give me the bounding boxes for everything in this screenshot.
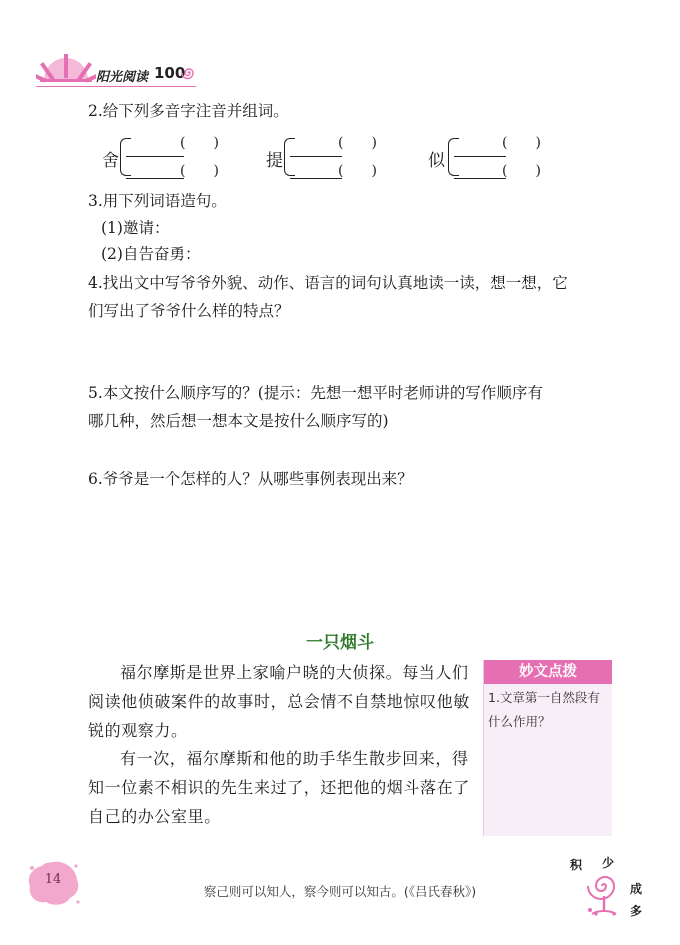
q6-line-1: 6.爷爷是一个怎样的人？从哪些事例表现出来？ xyxy=(88,470,413,488)
passage-paragraph-2: 有一次，福尔摩斯和他的助手华生散步回来，得知一位素不相识的先生来过了，还把他的烟斗落在了自己的办公室里。 xyxy=(88,749,470,826)
brace-2 xyxy=(284,138,295,176)
q2-prompt: 2.给下列多音字注音并组词。 xyxy=(88,102,289,120)
polyphone-char-3: 似 xyxy=(428,151,445,171)
answer-line-3b[interactable] xyxy=(454,178,506,179)
answer-line-2a[interactable] xyxy=(290,156,342,157)
q3-item-2: (2)自告奋勇： xyxy=(101,245,201,263)
logo-char-4: 多 xyxy=(630,904,643,918)
pinyin-paren-3b[interactable]: ( ) xyxy=(502,163,541,179)
sidebar-note-box xyxy=(483,660,612,836)
answer-line-1a[interactable] xyxy=(126,156,184,157)
q5-line-1: 5.本文按什么顺序写的？(提示：先想一想平时老师讲的写作顺序有 xyxy=(88,384,543,402)
brace-3 xyxy=(448,138,459,176)
sidebar-title: 妙文点拨 xyxy=(484,660,612,684)
brace-1 xyxy=(120,138,131,176)
series-name: 阳光阅读 xyxy=(96,70,149,85)
header-banner xyxy=(36,48,196,84)
passage-paragraph-1: 福尔摩斯是世界上家喻户晓的大侦探。每当人们阅读他侦破案件的故事时，总会情不自禁地惊叹他敏锐的观察力。 xyxy=(88,663,470,740)
header-rule xyxy=(36,86,196,87)
q5-line-2: 哪几种，然后想一想本文是按什么顺序写的) xyxy=(88,412,389,430)
sunburst-logo-icon xyxy=(36,48,96,84)
polyphone-char-1: 舍 xyxy=(102,151,119,171)
sidebar-note: 1.文章第一自然段有什么作用？ xyxy=(488,690,600,729)
q3-item-1: (1)邀请： xyxy=(101,219,170,237)
footer-logo xyxy=(566,854,650,920)
pinyin-paren-2b[interactable]: ( ) xyxy=(338,163,377,179)
q3-prompt: 3.用下列词语造句。 xyxy=(88,192,227,210)
answer-line-2b[interactable] xyxy=(290,178,342,179)
logo-char-2: 少 xyxy=(602,856,615,870)
answer-line-1b[interactable] xyxy=(126,178,184,179)
footer-quote: 察己则可以知人，察今则可以知古。(《吕氏春秋》) xyxy=(203,884,477,899)
answer-line-3a[interactable] xyxy=(454,156,506,157)
q4-line-1: 4.找出文中写爷爷外貌、动作、语言的词句认真地读一读，想一想，它 xyxy=(88,274,568,292)
polyphone-char-2: 提 xyxy=(266,151,283,171)
q4-line-2: 们写出了爷爷什么样的特点？ xyxy=(88,302,290,320)
pinyin-paren-1b[interactable]: ( ) xyxy=(180,163,219,179)
logo-char-3: 成 xyxy=(630,882,643,896)
series-number: 100 xyxy=(154,64,186,82)
pinyin-paren-3a[interactable]: ( ) xyxy=(502,135,541,151)
logo-char-1: 积 xyxy=(570,858,583,872)
page-number: 14 xyxy=(44,872,62,887)
passage-title: 一只烟斗 xyxy=(306,633,374,653)
swirl-icon xyxy=(182,66,196,80)
pinyin-paren-2a[interactable]: ( ) xyxy=(338,135,377,151)
pinyin-paren-1a[interactable]: ( ) xyxy=(180,135,219,151)
